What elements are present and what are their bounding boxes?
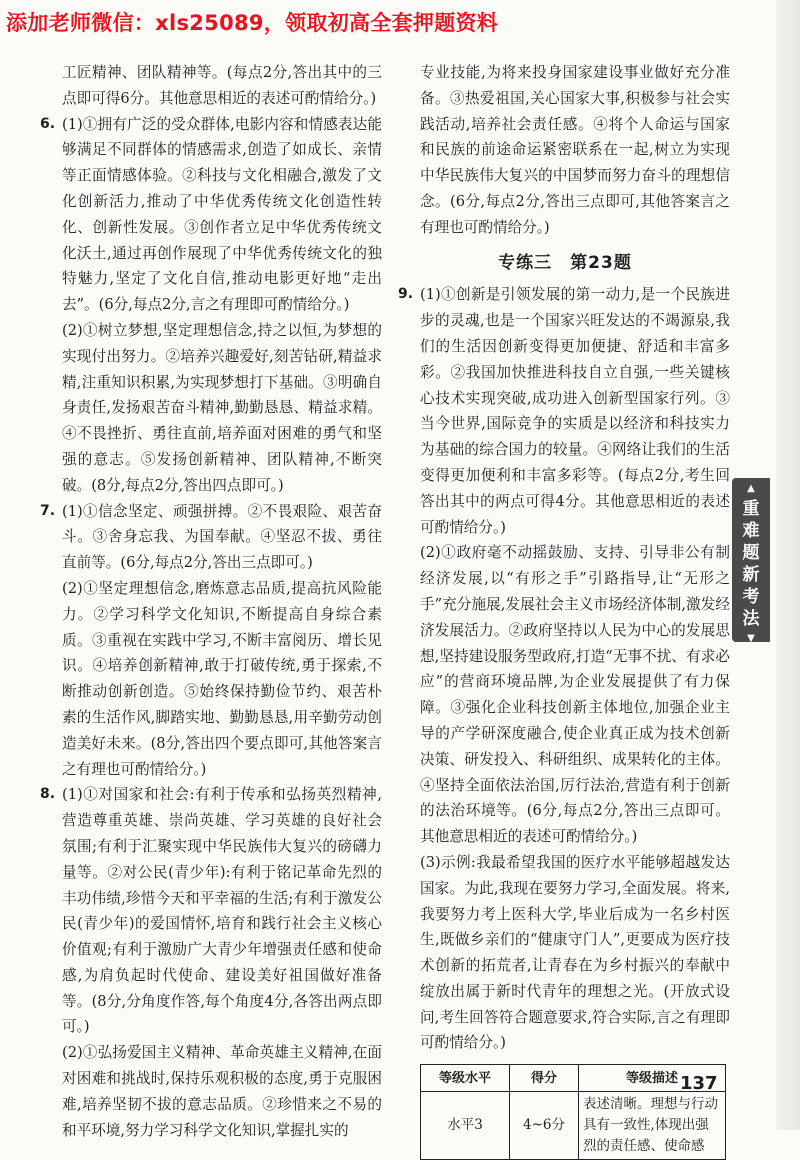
answer-part-2: (2)①树立梦想,坚定理想信念,持之以恒,为梦想的实现付出努力。②培养兴趣爱好,刻苦钻研,精益求精,注重知识积累,为实现梦想打下基础。③明确自身责任,发扬艰苦奋斗精神,勤勤恳恳、精益求精。④不畏挫折、勇往直前,培养面对困难的勇气和坚强的意志。⑤发扬创新精神、团队精神,不断突破。(8分,每点2分,答出四点即可。) (62, 321, 382, 494)
question-number: 8. (40, 786, 56, 803)
question-8 (42, 782, 382, 1143)
answer-part-2: (2)①坚定理想信念,磨炼意志品质,提高抗风险能力。②学习科学文化知识,不断提高自身综合素质。③重视在实践中学习,不断丰富阅历、增长见识。④培养创新精神,敢于打破传统,勇于探索,不断推动创新创造。⑤始终保持勤俭节约、艰苦朴素的生活作风,脚踏实地、勤勤恳恳,用辛勤劳动创造美好未来。(8分,答出四个要点即可,其他答案言之有理也可酌情给分。) (62, 579, 382, 778)
promo-banner (0, 0, 800, 44)
cell-description: 表述清晰。理想与行动具有一致性,体现出强烈的责任感、使命感 (579, 1092, 726, 1160)
answer-part-1: (1)①信念坚定、顽强拼搏。②不畏艰险、艰苦奋斗。③舍身忘我、为国奉献。④坚忍不拔、勇往直前等。(6分,每点2分,答出三点即可。) (62, 502, 382, 572)
header-description: 等级描述 (579, 1065, 726, 1092)
header-score: 得分 (510, 1065, 579, 1092)
page-edge (776, 0, 800, 1130)
continued-paragraph: 专业技能,为将来投身国家建设事业做好充分准备。③热爱祖国,关心国家大事,积极参与社会实践活动,培养社会责任感。④将个人命运与国家和民族的前途命运紧密联系在一起,树立为实现中华民族伟大复兴的中国梦而努力奋斗的理想信念。(6分,每点2分,答出三点即可,其他答案言之有理也可酌情给分。) (420, 64, 730, 236)
question-9 (400, 282, 730, 1056)
section-side-tab (732, 478, 770, 642)
side-tab-label: 重难题新考法 (742, 499, 760, 629)
question-number: 9. (398, 286, 414, 303)
answer-part-3: (3)示例:我最希望我国的医疗水平能够超越发达国家。为此,我现在要努力学习,全面发展。将来,我要努力考上医科大学,毕业后成为一名乡村医生,既做乡亲们的“健康守门人”,更要成为医疗技术创新的拓荒者,让青春在为乡村振兴的奉献中绽放出属于新时代青年的理想之光。(开放式设问,考生回答符合题意要求,符合实际,言之有理即可酌情给分。) (420, 853, 730, 1052)
header-level: 等级水平 (421, 1065, 510, 1092)
answer-part-1: (1)①拥有广泛的受众群体,电影内容和情感表达能够满足不同群体的情感需求,创造了如成长、亲情等正面情感体验。②科技与文化相融合,激发了文化创新活力,推动了中华优秀传统文化创造性转化、创新性发展。③创作者立足中华优秀传统文化沃土,通过再创作展现了中华优秀传统文化的独特魅力,坚定了文化自信,推动电影更好地“走出去”。(6分,每点2分,言之有理即可酌情给分。) (62, 115, 382, 314)
question-7 (42, 499, 382, 783)
cell-level: 水平3 (421, 1092, 510, 1160)
continued-text (400, 60, 730, 241)
cell-score: 4~6分 (510, 1092, 579, 1160)
section-title: 专练三 第23题 (498, 252, 632, 273)
triangle-down-icon: ▼ (747, 633, 755, 644)
right-column (400, 60, 730, 1160)
table-row (421, 1092, 726, 1160)
question-number: 7. (40, 502, 56, 519)
question-6 (42, 112, 382, 499)
page-number: 137 (680, 1073, 718, 1094)
question-number: 6. (40, 115, 56, 132)
triangle-up-icon: ▲ (747, 483, 755, 494)
continued-paragraph: 工匠精神、团队精神等。(每点2分,答出其中的三点即可得6分。其他意思相近的表述可酌情给分。) (62, 64, 382, 107)
continued-text (42, 60, 382, 112)
answer-part-2: (2)①弘扬爱国主义精神、革命英雄主义精神,在面对困难和挑战时,保持乐观积极的态度,勇于克服困难,培养坚韧不拔的意志品质。②珍惜来之不易的和平环境,努力学习科学文化知识,掌握扎实的 (62, 1044, 382, 1139)
answer-part-1: (1)①对国家和社会:有利于传承和弘扬英烈精神,营造尊重英雄、崇尚英雄、学习英雄的良好社会氛围;有利于汇聚实现中华民族伟大复兴的磅礴力量等。②对公民(青少年):有利于铭记革命先烈的丰功伟绩,珍惜今天和平幸福的生活;有利于激发公民(青少年)的爱国情怀,培育和践行社会主义核心价值观;有利于激励广大青少年增强责任感和使命感,为肩负起时代使命、建设美好祖国做好准备等。(8分,分角度作答,每个角度4分,各答出两点即可。) (62, 786, 382, 1036)
answer-part-2: (2)①政府毫不动摇鼓励、支持、引导非公有制经济发展,以“有形之手”引路指导,让“无形之手”充分施展,发展社会主义市场经济体制,激发经济发展活力。②政府坚持以人民为中心的发展思想,坚持建设服务型政府,打造“无事不扰、有求必应”的营商环境品牌,为企业发展提供了有力保障。③强化企业科技创新主体地位,加强企业主导的产学研深度融合,使企业真正成为技术创新决策、研发投入、科研组织、成果转化的主体。④坚持全面依法治国,厉行法治,营造有利于创新的法治环境等。(6分,每点2分,答出三点即可。其他意思相近的表述可酌情给分。) (420, 544, 730, 846)
left-column (42, 60, 382, 1143)
answer-part-1: (1)①创新是引领发展的第一动力,是一个民族进步的灵魂,也是一个国家兴旺发达的不竭源泉,我们的生活因创新变得更加便捷、舒适和丰富多彩。②我国加快推进科技自立自强,一些关键核心技术实现突破,成功进入创新型国家行列。③当今世界,国际竞争的实质是以经济和科技实力为基础的综合国力的较量。④网络让我们的生活变得更加便利和丰富多彩等。(每点2分,考生回答出其中的两点可得4分。其他意思相近的表述可酌情给分。) (420, 286, 730, 536)
promo-banner-text: 添加老师微信：xls25089，领取初高全套押题资料 (6, 11, 499, 35)
